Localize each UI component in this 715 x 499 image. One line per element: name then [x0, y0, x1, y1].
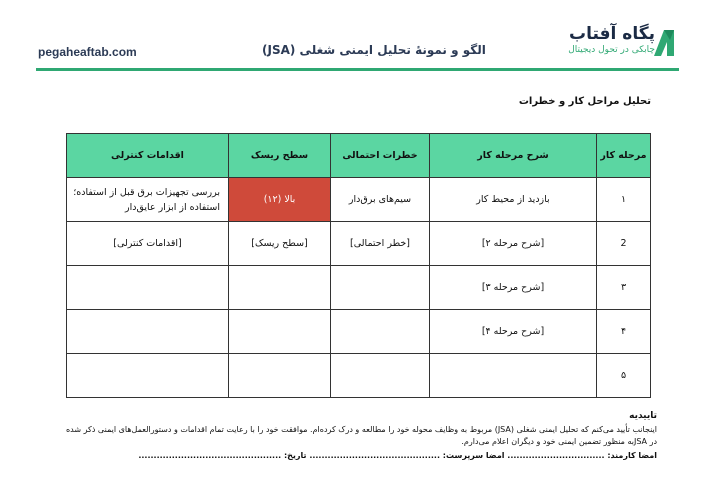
cell-controls: بررسی تجهیزات برق قبل از استفاده؛ استفاده از ابزار عایق‌دار: [67, 178, 229, 222]
jsa-table: [66, 133, 651, 398]
cell-description: [شرح مرحله ۲]: [430, 222, 597, 266]
brand-name: پگاه آفتاب: [569, 24, 655, 44]
cell-description: [430, 354, 597, 398]
table-row: [67, 266, 651, 310]
cell-risk-level: [229, 266, 331, 310]
table-row: [67, 354, 651, 398]
header-hazards: خطرات احتمالی: [331, 134, 430, 178]
cell-risk-level: [سطح ریسک]: [229, 222, 331, 266]
cell-hazard: [331, 310, 430, 354]
header-risk-level: سطح ریسک: [229, 134, 331, 178]
cell-risk-level: [229, 354, 331, 398]
cell-controls: [67, 310, 229, 354]
logo-icon: [650, 28, 678, 58]
cell-controls: [67, 266, 229, 310]
approval-text: اینجانب تأیید می‌کنم که تحلیل ایمنی شغلی (JSA) مربوط به وظایف محوله خود را مطالعه و درک کرده‌ام. موافقت خود را با رعایت تمام اقدامات و دستورالعمل‌های ایمنی ذکر شده در JSAبه منظور تضمین ایمنی خود و دیگران اعلام می‌دارم.: [65, 425, 657, 446]
cell-hazard: [خطر احتمالی]: [331, 222, 430, 266]
site-url[interactable]: pegaheaftab.com: [38, 45, 137, 59]
cell-controls: [67, 354, 229, 398]
cell-description: [شرح مرحله ۳]: [430, 266, 597, 310]
cell-hazard: [331, 266, 430, 310]
cell-description: [شرح مرحله ۴]: [430, 310, 597, 354]
header-step: مرحله کار: [597, 134, 651, 178]
approval-title: تاییدیه: [629, 411, 657, 421]
cell-step: 2: [597, 222, 651, 266]
cell-description: بازدید از محیط کار: [430, 178, 597, 222]
header-controls: اقدامات کنترلی: [67, 134, 229, 178]
cell-step: ۵: [597, 354, 651, 398]
cell-controls: [اقدامات کنترلی]: [67, 222, 229, 266]
cell-risk-level: بالا (۱۲): [229, 178, 331, 222]
table-row: [67, 310, 651, 354]
section-title: تحلیل مراحل کار و خطرات: [518, 96, 651, 107]
cell-hazard: [331, 354, 430, 398]
table-header-row: [67, 134, 651, 178]
signature-line: امضا کارمند: ................................ امضا سرپرست: ........................................... تاریخ: ...............................................: [138, 451, 657, 460]
table-row: [67, 222, 651, 266]
header-divider: [36, 68, 679, 71]
brand-tagline: چابکی در تحول دیجیتال: [568, 45, 655, 55]
cell-step: ۴: [597, 310, 651, 354]
cell-step: ۱: [597, 178, 651, 222]
cell-step: ۳: [597, 266, 651, 310]
brand-block: [568, 24, 655, 56]
cell-hazard: سیم‌های برق‌دار: [331, 178, 430, 222]
document-title: الگو و نمونهٔ تحلیل ایمنی شغلی (JSA): [262, 43, 486, 57]
approval-section: [57, 410, 657, 462]
page-header: [0, 0, 715, 72]
table-row: [67, 178, 651, 222]
header-description: شرح مرحله کار: [430, 134, 597, 178]
cell-risk-level: [229, 310, 331, 354]
